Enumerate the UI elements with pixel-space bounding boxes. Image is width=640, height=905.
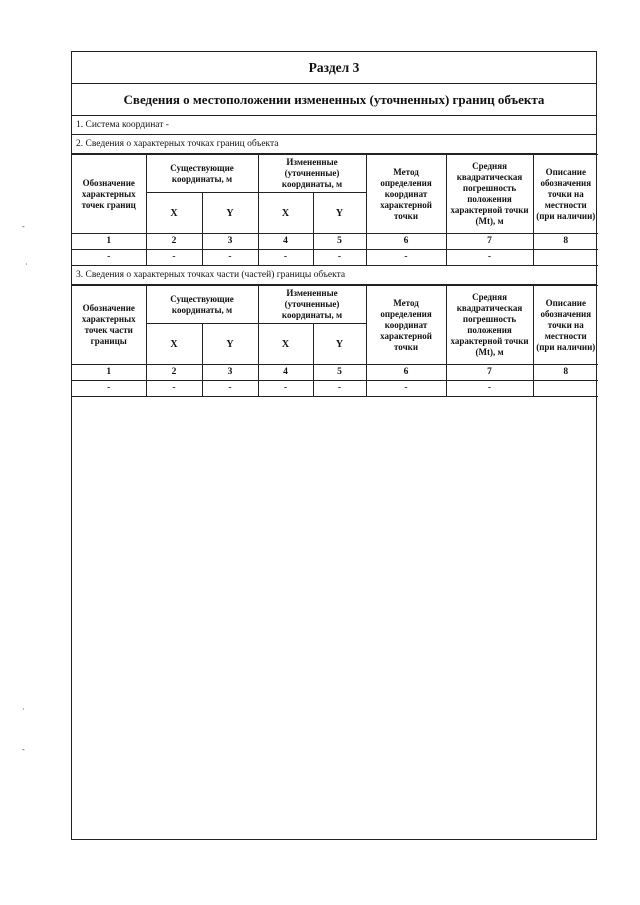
s2-cell: - (446, 250, 533, 266)
s2-header-point-designation: Обозначение характерных точек границ (72, 155, 146, 234)
s3-header-changed-coords: Измененные (уточненные) координаты, м (258, 286, 366, 324)
s2-cell (533, 250, 598, 266)
s2-header-changed-coords: Измененные (уточненные) координаты, м (258, 155, 366, 193)
s3-header-existing-coords: Существующие координаты, м (146, 286, 258, 324)
s2-column-numbers (72, 234, 598, 250)
s2-col-number: 2 (146, 234, 202, 250)
s2-cell: - (146, 250, 202, 266)
s3-header-error: Средняя квадратическая погрешность положения характерной точки (Mt), м (446, 286, 533, 365)
scan-speck: · (22, 705, 25, 714)
s3-cell: - (202, 381, 258, 397)
s2-header-method: Метод определения координат характерной точки (366, 155, 446, 234)
s3-header-method: Метод определения координат характерной точки (366, 286, 446, 365)
s2-cell: - (258, 250, 313, 266)
section2-heading: 2. Сведения о характерных точках границ объекта (72, 135, 596, 154)
s3-col-number: 8 (533, 365, 598, 381)
s3-cell: - (313, 381, 366, 397)
s3-col-number: 3 (202, 365, 258, 381)
s2-col-number: 3 (202, 234, 258, 250)
s3-cell: - (446, 381, 533, 397)
section-title: Раздел 3 (72, 52, 596, 84)
section-subtitle: Сведения о местоположении измененных (уточненных) границ объекта (72, 84, 596, 116)
scan-speck: · (25, 260, 28, 269)
s2-header-description: Описание обозначения точки на местности (при наличии) (533, 155, 598, 234)
s3-column-numbers (72, 365, 598, 381)
s2-col-number: 6 (366, 234, 446, 250)
s2-cell: - (366, 250, 446, 266)
s3-col-number: 2 (146, 365, 202, 381)
s2-cell: - (72, 250, 146, 266)
s3-cell: - (366, 381, 446, 397)
s3-col-number: 1 (72, 365, 146, 381)
s3-header-existing-y: Y (202, 324, 258, 365)
s2-header-existing-coords: Существующие координаты, м (146, 155, 258, 193)
s3-col-number: 6 (366, 365, 446, 381)
s3-header-description: Описание обозначения точки на местности (при наличии) (533, 286, 598, 365)
s2-data-row (72, 250, 598, 266)
s2-cell: - (202, 250, 258, 266)
s3-col-number: 5 (313, 365, 366, 381)
scan-speck: - (22, 222, 25, 231)
s3-cell: - (72, 381, 146, 397)
scan-speck: - (22, 745, 25, 754)
s2-header-changed-x: X (258, 193, 313, 234)
coordinate-system-line: 1. Система координат - (72, 116, 596, 135)
s2-col-number: 4 (258, 234, 313, 250)
s2-header-existing-x: X (146, 193, 202, 234)
document-frame (71, 51, 597, 840)
s3-header-existing-x: X (146, 324, 202, 365)
s2-col-number: 8 (533, 234, 598, 250)
s3-cell (533, 381, 598, 397)
s3-col-number: 7 (446, 365, 533, 381)
s2-header-error: Средняя квадратическая погрешность положения характерной точки (Mt), м (446, 155, 533, 234)
s3-col-number: 4 (258, 365, 313, 381)
s2-header-existing-y: Y (202, 193, 258, 234)
s3-cell: - (258, 381, 313, 397)
s2-col-number: 1 (72, 234, 146, 250)
s2-cell: - (313, 250, 366, 266)
s3-header-changed-y: Y (313, 324, 366, 365)
section3-heading: 3. Сведения о характерных точках части (частей) границы объекта (72, 266, 596, 285)
section3-table (72, 285, 598, 397)
s2-header-changed-y: Y (313, 193, 366, 234)
s3-cell: - (146, 381, 202, 397)
s2-col-number: 5 (313, 234, 366, 250)
s3-header-point-designation: Обозначение характерных точек части границы (72, 286, 146, 365)
s3-header-changed-x: X (258, 324, 313, 365)
s3-data-row (72, 381, 598, 397)
section2-table (72, 154, 598, 266)
s2-col-number: 7 (446, 234, 533, 250)
